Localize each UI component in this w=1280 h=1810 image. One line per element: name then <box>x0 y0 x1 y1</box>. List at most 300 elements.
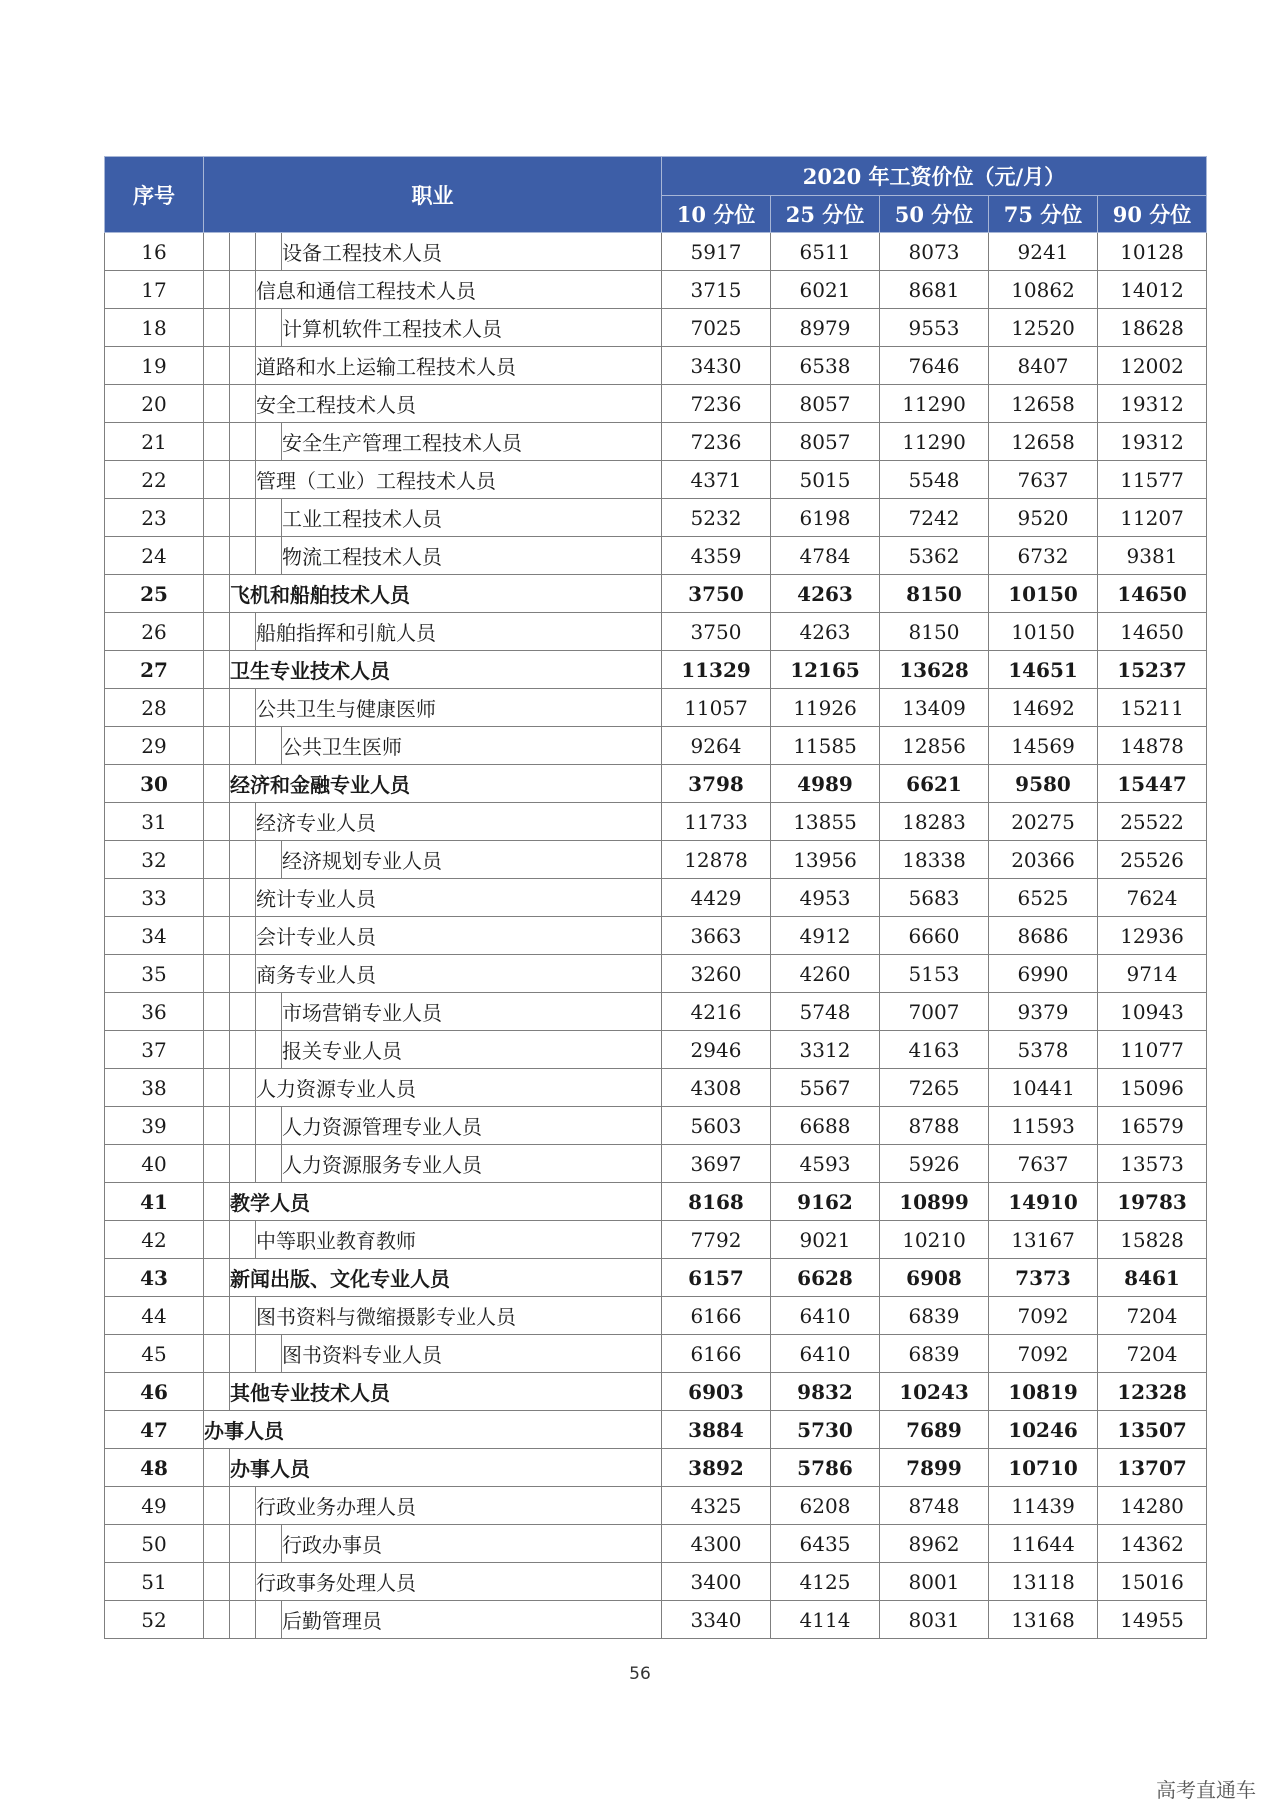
row-wage-p75: 20366 <box>989 841 1098 879</box>
row-wage-p50: 5548 <box>880 461 989 499</box>
row-wage-p75: 12658 <box>989 385 1098 423</box>
row-wage-p10: 3340 <box>662 1601 771 1639</box>
indent-cell <box>230 993 256 1031</box>
row-wage-p10: 8168 <box>662 1183 771 1221</box>
row-occupation: 中等职业教育教师 <box>256 1221 662 1259</box>
row-seq: 47 <box>105 1411 204 1449</box>
row-wage-p25: 5567 <box>771 1069 880 1107</box>
row-occupation: 卫生专业技术人员 <box>230 651 662 689</box>
row-seq: 34 <box>105 917 204 955</box>
row-wage-p75: 13167 <box>989 1221 1098 1259</box>
table-row <box>105 765 1207 803</box>
row-wage-p90: 12328 <box>1098 1373 1207 1411</box>
row-wage-p25: 4114 <box>771 1601 880 1639</box>
table-row <box>105 309 1207 347</box>
indent-cell <box>204 803 230 841</box>
row-wage-p10: 5232 <box>662 499 771 537</box>
indent-cell <box>230 955 256 993</box>
table-row <box>105 651 1207 689</box>
row-wage-p10: 9264 <box>662 727 771 765</box>
indent-cell <box>230 613 256 651</box>
row-wage-p50: 18283 <box>880 803 989 841</box>
indent-cell <box>204 1525 230 1563</box>
table-row <box>105 879 1207 917</box>
row-wage-p75: 10710 <box>989 1449 1098 1487</box>
indent-cell <box>204 917 230 955</box>
row-wage-p75: 11439 <box>989 1487 1098 1525</box>
row-occupation: 会计专业人员 <box>256 917 662 955</box>
row-wage-p90: 10128 <box>1098 233 1207 271</box>
row-wage-p90: 11577 <box>1098 461 1207 499</box>
row-wage-p90: 14362 <box>1098 1525 1207 1563</box>
row-seq: 32 <box>105 841 204 879</box>
row-wage-p25: 9021 <box>771 1221 880 1259</box>
row-wage-p75: 8407 <box>989 347 1098 385</box>
row-wage-p10: 4429 <box>662 879 771 917</box>
row-seq: 16 <box>105 233 204 271</box>
row-occupation: 经济规划专业人员 <box>282 841 662 879</box>
row-wage-p50: 8150 <box>880 575 989 613</box>
row-occupation: 人力资源服务专业人员 <box>282 1145 662 1183</box>
indent-cell <box>256 423 282 461</box>
row-wage-p90: 16579 <box>1098 1107 1207 1145</box>
indent-cell <box>204 1297 230 1335</box>
row-wage-p10: 2946 <box>662 1031 771 1069</box>
row-wage-p50: 8748 <box>880 1487 989 1525</box>
indent-cell <box>256 1107 282 1145</box>
row-occupation: 物流工程技术人员 <box>282 537 662 575</box>
row-wage-p50: 7242 <box>880 499 989 537</box>
row-wage-p50: 18338 <box>880 841 989 879</box>
row-wage-p50: 5683 <box>880 879 989 917</box>
row-wage-p50: 6660 <box>880 917 989 955</box>
indent-cell <box>204 1335 230 1373</box>
row-wage-p10: 3798 <box>662 765 771 803</box>
table-row <box>105 271 1207 309</box>
row-wage-p75: 13118 <box>989 1563 1098 1601</box>
row-wage-p10: 6166 <box>662 1297 771 1335</box>
row-wage-p75: 14692 <box>989 689 1098 727</box>
row-wage-p25: 6435 <box>771 1525 880 1563</box>
row-seq: 29 <box>105 727 204 765</box>
row-wage-p75: 11644 <box>989 1525 1098 1563</box>
row-wage-p90: 15211 <box>1098 689 1207 727</box>
indent-cell <box>230 1145 256 1183</box>
row-wage-p50: 10899 <box>880 1183 989 1221</box>
row-wage-p90: 11207 <box>1098 499 1207 537</box>
row-wage-p90: 19783 <box>1098 1183 1207 1221</box>
row-wage-p50: 8031 <box>880 1601 989 1639</box>
row-wage-p75: 10819 <box>989 1373 1098 1411</box>
row-wage-p50: 10210 <box>880 1221 989 1259</box>
indent-cell <box>204 651 230 689</box>
indent-cell <box>204 613 230 651</box>
row-wage-p10: 5917 <box>662 233 771 271</box>
row-wage-p90: 15828 <box>1098 1221 1207 1259</box>
row-seq: 27 <box>105 651 204 689</box>
row-wage-p75: 6990 <box>989 955 1098 993</box>
row-seq: 39 <box>105 1107 204 1145</box>
row-wage-p75: 9241 <box>989 233 1098 271</box>
row-occupation: 后勤管理员 <box>282 1601 662 1639</box>
row-seq: 23 <box>105 499 204 537</box>
row-seq: 30 <box>105 765 204 803</box>
row-wage-p75: 8686 <box>989 917 1098 955</box>
indent-cell <box>230 347 256 385</box>
header-occupation: 职业 <box>204 157 662 233</box>
row-occupation: 行政办事员 <box>282 1525 662 1563</box>
indent-cell <box>256 233 282 271</box>
table-row <box>105 1335 1207 1373</box>
row-wage-p10: 11733 <box>662 803 771 841</box>
indent-cell <box>256 537 282 575</box>
row-wage-p50: 8788 <box>880 1107 989 1145</box>
table-row <box>105 727 1207 765</box>
row-seq: 26 <box>105 613 204 651</box>
row-seq: 49 <box>105 1487 204 1525</box>
indent-cell <box>230 1487 256 1525</box>
indent-cell <box>230 1221 256 1259</box>
row-wage-p10: 4325 <box>662 1487 771 1525</box>
row-wage-p75: 7092 <box>989 1335 1098 1373</box>
row-wage-p90: 15447 <box>1098 765 1207 803</box>
row-wage-p10: 3715 <box>662 271 771 309</box>
row-wage-p50: 6839 <box>880 1335 989 1373</box>
row-seq: 52 <box>105 1601 204 1639</box>
header-p75: 75 分位 <box>989 196 1098 233</box>
row-wage-p75: 10150 <box>989 613 1098 651</box>
table-row <box>105 537 1207 575</box>
row-wage-p25: 4260 <box>771 955 880 993</box>
indent-cell <box>204 537 230 575</box>
indent-cell <box>230 233 256 271</box>
indent-cell <box>230 1297 256 1335</box>
row-wage-p50: 7899 <box>880 1449 989 1487</box>
row-wage-p50: 6839 <box>880 1297 989 1335</box>
row-wage-p25: 5015 <box>771 461 880 499</box>
indent-cell <box>204 1183 230 1221</box>
row-seq: 46 <box>105 1373 204 1411</box>
table-row <box>105 423 1207 461</box>
row-wage-p25: 6198 <box>771 499 880 537</box>
table-row <box>105 1525 1207 1563</box>
indent-cell <box>230 461 256 499</box>
row-occupation: 统计专业人员 <box>256 879 662 917</box>
row-occupation: 公共卫生医师 <box>282 727 662 765</box>
row-wage-p90: 15016 <box>1098 1563 1207 1601</box>
row-wage-p50: 6621 <box>880 765 989 803</box>
page-number: 56 <box>629 1664 651 1684</box>
indent-cell <box>204 1031 230 1069</box>
row-wage-p75: 11593 <box>989 1107 1098 1145</box>
row-wage-p25: 12165 <box>771 651 880 689</box>
indent-cell <box>204 499 230 537</box>
row-occupation: 人力资源管理专业人员 <box>282 1107 662 1145</box>
table-row <box>105 689 1207 727</box>
table-row <box>105 499 1207 537</box>
row-wage-p50: 5926 <box>880 1145 989 1183</box>
wage-table <box>104 156 1207 1639</box>
row-seq: 36 <box>105 993 204 1031</box>
row-wage-p75: 9520 <box>989 499 1098 537</box>
indent-cell <box>204 423 230 461</box>
table-row <box>105 917 1207 955</box>
row-wage-p25: 4263 <box>771 575 880 613</box>
row-wage-p50: 8150 <box>880 613 989 651</box>
row-wage-p25: 11926 <box>771 689 880 727</box>
row-wage-p90: 14280 <box>1098 1487 1207 1525</box>
table-row <box>105 1221 1207 1259</box>
row-seq: 51 <box>105 1563 204 1601</box>
indent-cell <box>204 1259 230 1297</box>
row-wage-p90: 13573 <box>1098 1145 1207 1183</box>
row-wage-p50: 8073 <box>880 233 989 271</box>
row-wage-p90: 14012 <box>1098 271 1207 309</box>
indent-cell <box>204 1107 230 1145</box>
row-wage-p90: 7204 <box>1098 1297 1207 1335</box>
row-wage-p75: 10150 <box>989 575 1098 613</box>
indent-cell <box>204 1221 230 1259</box>
row-wage-p50: 11290 <box>880 423 989 461</box>
row-wage-p25: 8057 <box>771 385 880 423</box>
table-row <box>105 385 1207 423</box>
row-seq: 20 <box>105 385 204 423</box>
table-row <box>105 1145 1207 1183</box>
row-wage-p10: 5603 <box>662 1107 771 1145</box>
table-row <box>105 613 1207 651</box>
indent-cell <box>256 1335 282 1373</box>
indent-cell <box>230 1601 256 1639</box>
row-wage-p75: 7373 <box>989 1259 1098 1297</box>
row-seq: 28 <box>105 689 204 727</box>
row-wage-p25: 5730 <box>771 1411 880 1449</box>
indent-cell <box>204 385 230 423</box>
header-p90: 90 分位 <box>1098 196 1207 233</box>
header-p10: 10 分位 <box>662 196 771 233</box>
row-wage-p90: 11077 <box>1098 1031 1207 1069</box>
row-wage-p90: 14878 <box>1098 727 1207 765</box>
row-wage-p75: 14910 <box>989 1183 1098 1221</box>
row-wage-p75: 7637 <box>989 1145 1098 1183</box>
row-occupation: 市场营销专业人员 <box>282 993 662 1031</box>
row-wage-p75: 7092 <box>989 1297 1098 1335</box>
row-wage-p50: 7265 <box>880 1069 989 1107</box>
row-wage-p50: 5362 <box>880 537 989 575</box>
indent-cell <box>256 1601 282 1639</box>
row-wage-p90: 14955 <box>1098 1601 1207 1639</box>
row-wage-p10: 11329 <box>662 651 771 689</box>
row-seq: 45 <box>105 1335 204 1373</box>
table-row <box>105 1031 1207 1069</box>
indent-cell <box>204 993 230 1031</box>
row-wage-p90: 14650 <box>1098 613 1207 651</box>
row-seq: 50 <box>105 1525 204 1563</box>
row-occupation: 行政业务办理人员 <box>256 1487 662 1525</box>
row-seq: 22 <box>105 461 204 499</box>
row-wage-p50: 11290 <box>880 385 989 423</box>
indent-cell <box>256 727 282 765</box>
indent-cell <box>256 1031 282 1069</box>
row-wage-p25: 8979 <box>771 309 880 347</box>
table-row <box>105 955 1207 993</box>
indent-cell <box>204 1563 230 1601</box>
indent-cell <box>230 1031 256 1069</box>
table-row <box>105 993 1207 1031</box>
row-occupation: 其他专业技术人员 <box>230 1373 662 1411</box>
row-occupation: 经济专业人员 <box>256 803 662 841</box>
indent-cell <box>230 1069 256 1107</box>
row-occupation: 船舶指挥和引航人员 <box>256 613 662 651</box>
row-occupation: 新闻出版、文化专业人员 <box>230 1259 662 1297</box>
indent-cell <box>204 765 230 803</box>
indent-cell <box>230 1563 256 1601</box>
row-occupation: 图书资料专业人员 <box>282 1335 662 1373</box>
row-wage-p10: 7236 <box>662 423 771 461</box>
row-occupation: 计算机软件工程技术人员 <box>282 309 662 347</box>
row-occupation: 经济和金融专业人员 <box>230 765 662 803</box>
indent-cell <box>204 1145 230 1183</box>
row-wage-p25: 13956 <box>771 841 880 879</box>
row-wage-p50: 13628 <box>880 651 989 689</box>
row-wage-p25: 4125 <box>771 1563 880 1601</box>
indent-cell <box>204 309 230 347</box>
row-occupation: 人力资源专业人员 <box>256 1069 662 1107</box>
row-wage-p50: 7646 <box>880 347 989 385</box>
row-wage-p90: 8461 <box>1098 1259 1207 1297</box>
row-wage-p10: 3884 <box>662 1411 771 1449</box>
row-wage-p10: 12878 <box>662 841 771 879</box>
row-occupation: 报关专业人员 <box>282 1031 662 1069</box>
row-wage-p10: 3663 <box>662 917 771 955</box>
indent-cell <box>204 1487 230 1525</box>
indent-cell <box>230 271 256 309</box>
row-seq: 25 <box>105 575 204 613</box>
row-wage-p50: 9553 <box>880 309 989 347</box>
row-wage-p50: 10243 <box>880 1373 989 1411</box>
row-seq: 40 <box>105 1145 204 1183</box>
indent-cell <box>204 347 230 385</box>
row-occupation: 信息和通信工程技术人员 <box>256 271 662 309</box>
row-wage-p25: 6511 <box>771 233 880 271</box>
indent-cell <box>204 233 230 271</box>
row-wage-p10: 11057 <box>662 689 771 727</box>
row-seq: 43 <box>105 1259 204 1297</box>
row-wage-p10: 4216 <box>662 993 771 1031</box>
row-wage-p25: 6208 <box>771 1487 880 1525</box>
table-row <box>105 347 1207 385</box>
row-wage-p90: 15096 <box>1098 1069 1207 1107</box>
row-wage-p25: 6628 <box>771 1259 880 1297</box>
row-wage-p75: 5378 <box>989 1031 1098 1069</box>
table-row <box>105 1373 1207 1411</box>
row-wage-p50: 8001 <box>880 1563 989 1601</box>
header-seq: 序号 <box>105 157 204 233</box>
row-occupation: 公共卫生与健康医师 <box>256 689 662 727</box>
row-wage-p25: 3312 <box>771 1031 880 1069</box>
indent-cell <box>204 1601 230 1639</box>
row-seq: 33 <box>105 879 204 917</box>
row-wage-p75: 14651 <box>989 651 1098 689</box>
indent-cell <box>204 689 230 727</box>
row-wage-p25: 6410 <box>771 1335 880 1373</box>
row-wage-p10: 7236 <box>662 385 771 423</box>
row-wage-p90: 9714 <box>1098 955 1207 993</box>
row-seq: 18 <box>105 309 204 347</box>
indent-cell <box>230 917 256 955</box>
row-wage-p75: 10862 <box>989 271 1098 309</box>
row-wage-p75: 6732 <box>989 537 1098 575</box>
indent-cell <box>230 1525 256 1563</box>
row-wage-p25: 4263 <box>771 613 880 651</box>
indent-cell <box>230 689 256 727</box>
row-wage-p25: 4593 <box>771 1145 880 1183</box>
row-wage-p50: 5153 <box>880 955 989 993</box>
indent-cell <box>230 879 256 917</box>
row-wage-p90: 18628 <box>1098 309 1207 347</box>
row-seq: 41 <box>105 1183 204 1221</box>
indent-cell <box>230 309 256 347</box>
indent-cell <box>256 1525 282 1563</box>
row-occupation: 安全生产管理工程技术人员 <box>282 423 662 461</box>
row-wage-p25: 4953 <box>771 879 880 917</box>
row-occupation: 安全工程技术人员 <box>256 385 662 423</box>
header-wage-group: 2020 年工资价位（元/月） <box>662 157 1207 196</box>
table-row <box>105 803 1207 841</box>
row-wage-p10: 6157 <box>662 1259 771 1297</box>
table-row <box>105 1183 1207 1221</box>
row-wage-p75: 12520 <box>989 309 1098 347</box>
table-row <box>105 461 1207 499</box>
row-wage-p10: 7025 <box>662 309 771 347</box>
row-wage-p25: 9832 <box>771 1373 880 1411</box>
row-wage-p75: 9580 <box>989 765 1098 803</box>
row-wage-p25: 13855 <box>771 803 880 841</box>
indent-cell <box>256 1145 282 1183</box>
row-wage-p25: 8057 <box>771 423 880 461</box>
row-seq: 42 <box>105 1221 204 1259</box>
row-wage-p10: 3697 <box>662 1145 771 1183</box>
row-occupation: 教学人员 <box>230 1183 662 1221</box>
row-wage-p25: 4784 <box>771 537 880 575</box>
row-wage-p75: 13168 <box>989 1601 1098 1639</box>
row-wage-p10: 4371 <box>662 461 771 499</box>
row-wage-p90: 25522 <box>1098 803 1207 841</box>
header-p25: 25 分位 <box>771 196 880 233</box>
indent-cell <box>256 993 282 1031</box>
indent-cell <box>204 727 230 765</box>
row-wage-p50: 6908 <box>880 1259 989 1297</box>
indent-cell <box>230 537 256 575</box>
table-row <box>105 841 1207 879</box>
row-seq: 31 <box>105 803 204 841</box>
row-wage-p90: 19312 <box>1098 423 1207 461</box>
row-wage-p25: 11585 <box>771 727 880 765</box>
table-row <box>105 1449 1207 1487</box>
table-row <box>105 1411 1207 1449</box>
row-wage-p10: 3400 <box>662 1563 771 1601</box>
header-p50: 50 分位 <box>880 196 989 233</box>
row-wage-p75: 12658 <box>989 423 1098 461</box>
indent-cell <box>204 879 230 917</box>
row-wage-p10: 7792 <box>662 1221 771 1259</box>
row-seq: 37 <box>105 1031 204 1069</box>
row-wage-p10: 6903 <box>662 1373 771 1411</box>
row-wage-p50: 8681 <box>880 271 989 309</box>
row-wage-p25: 4912 <box>771 917 880 955</box>
row-wage-p25: 6410 <box>771 1297 880 1335</box>
indent-cell <box>204 575 230 613</box>
table-row <box>105 1563 1207 1601</box>
